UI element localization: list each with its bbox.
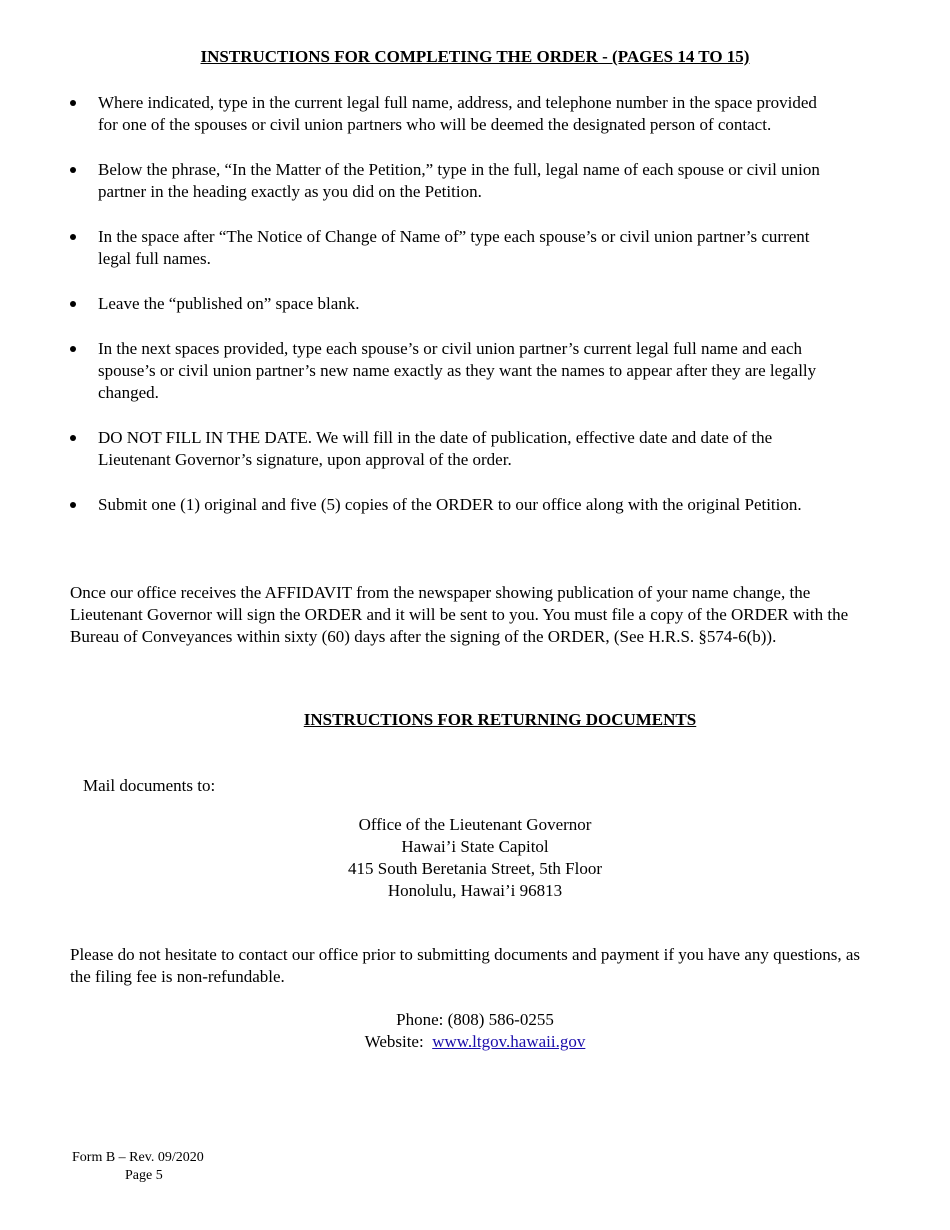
list-item	[70, 338, 830, 404]
list-item-text: Where indicated, type in the current legal full name, address, and telephone number in the space provided for one of the spouses or civil union partners who will be deemed the designated person of contact.	[98, 93, 817, 134]
bullet-icon	[70, 301, 76, 307]
list-item	[70, 293, 830, 315]
list-item	[70, 159, 830, 203]
phone-number: Phone: (808) 586-0255	[396, 1010, 554, 1029]
list-item	[70, 226, 830, 270]
list-item-text: DO NOT FILL IN THE DATE. We will fill in the date of publication, effective date and date of the Lieutenant Governor’s signature, upon approval of the order.	[98, 428, 773, 469]
mail-label: Mail documents to:	[83, 776, 216, 795]
mailing-address	[0, 814, 950, 902]
page-number: Page 5	[125, 1168, 163, 1183]
order-instructions-list	[70, 92, 830, 539]
page-footer	[72, 1149, 204, 1185]
list-item-text: Leave the “published on” space blank.	[98, 294, 360, 313]
address-line: Honolulu, Hawai’i 96813	[387, 881, 563, 900]
list-item	[70, 92, 830, 136]
bullet-icon	[70, 167, 76, 173]
address-line: Hawai’i State Capitol	[401, 837, 549, 856]
order-instructions-heading: INSTRUCTIONS FOR COMPLETING THE ORDER - (PAGES 14 TO 15)	[200, 47, 750, 66]
list-item-text: Below the phrase, “In the Matter of the Petition,” type in the full, legal name of each spouse or civil union partner in the heading exactly as you did on the Petition.	[98, 160, 820, 201]
returning-instructions-heading: INSTRUCTIONS FOR RETURNING DOCUMENTS	[303, 710, 697, 729]
bullet-icon	[70, 502, 76, 508]
website-row	[0, 1031, 950, 1053]
list-item	[70, 427, 830, 471]
form-revision: Form B – Rev. 09/2020	[72, 1150, 204, 1165]
address-line: 415 South Beretania Street, 5th Floor	[347, 859, 603, 878]
website-link[interactable]: www.ltgov.hawaii.gov	[432, 1032, 586, 1051]
bullet-icon	[70, 346, 76, 352]
affidavit-paragraph: Once our office receives the AFFIDAVIT from the newspaper showing publication of your name change, the Lieutenant Governor will sign the ORDER and it will be sent to you. You must file a copy of the ORDER with the Bureau of Conveyances within sixty (60) days after the signing of the ORDER, (See H.R.S. §574-6(b)).	[70, 583, 849, 646]
contact-info	[0, 1009, 950, 1053]
contact-paragraph: Please do not hesitate to contact our office prior to submitting documents and payment if you have any questions, as the filing fee is non-refundable.	[70, 945, 861, 986]
list-item-text: Submit one (1) original and five (5) copies of the ORDER to our office along with the original Petition.	[98, 495, 802, 514]
list-item-text: In the space after “The Notice of Change of Name of” type each spouse’s or civil union partner’s current legal full names.	[98, 227, 810, 268]
website-label: Website:	[364, 1032, 424, 1051]
bullet-icon	[70, 435, 76, 441]
bullet-icon	[70, 100, 76, 106]
list-item-text: In the next spaces provided, type each spouse’s or civil union partner’s current legal full name and each spouse’s or civil union partner’s new name exactly as they want the names to appear after they are legally changed.	[98, 339, 817, 402]
list-item	[70, 494, 830, 516]
bullet-icon	[70, 234, 76, 240]
address-line: Office of the Lieutenant Governor	[358, 815, 592, 834]
